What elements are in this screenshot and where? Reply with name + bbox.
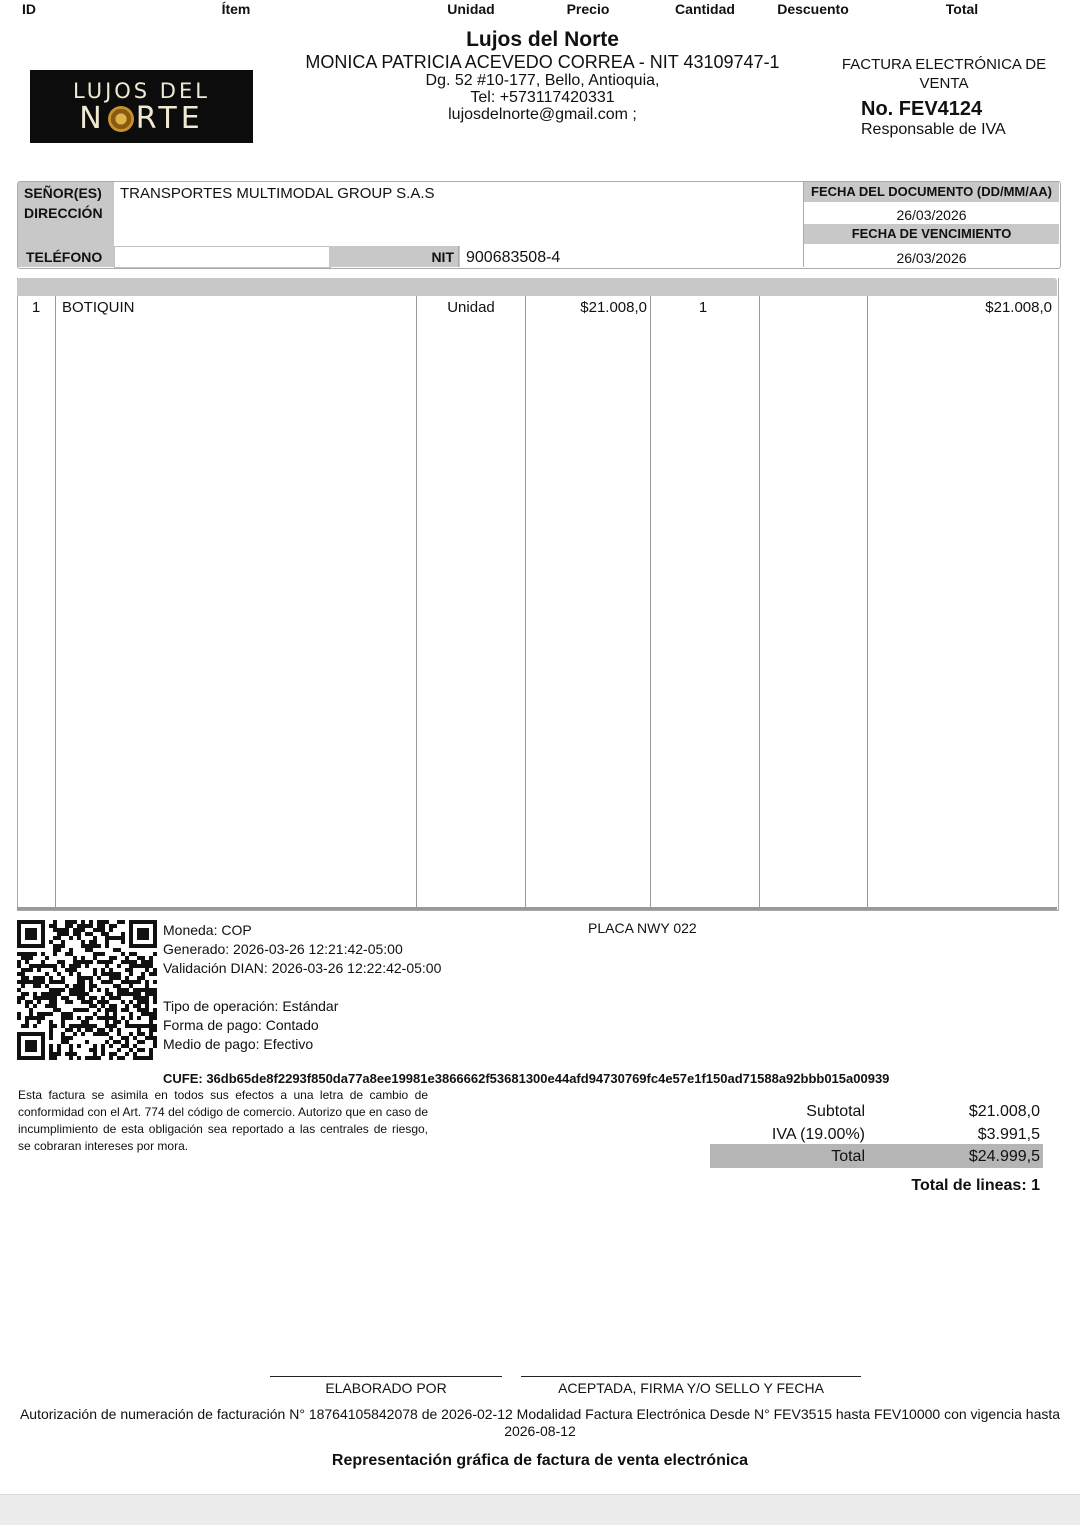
column-divider [55,296,56,908]
telefono-label: TELÉFONO [18,246,114,267]
fecha-vencimiento-value: 26/03/2026 [896,250,967,266]
col-header-cantidad: Cantidad [675,1,735,17]
column-divider [416,296,417,908]
subtotal-value: $21.008,0 [968,1103,1040,1120]
fecha-documento-value: 26/03/2026 [896,207,967,223]
company-address: Dg. 52 #10-177, Bello, Antioquia, [425,72,660,89]
vertical-side-text [1058,430,1080,1070]
cell-id: 1 [31,299,41,316]
iva-label: IVA (19.00%) [771,1126,865,1143]
legal-disclaimer: Esta factura se asimila en todos sus efectos a una letra de cambio de conformidad con el Art. 774 del código de comercio. Autorizo que en caso de incumplimiento de esta obligación sea reportado a las centrales de riesgo, se cobraran intereses por mora. [18,1088,428,1153]
telefono-value [114,246,331,268]
col-header-precio: Precio [566,1,610,17]
page-bottom-margin [0,1494,1080,1525]
items-table [17,278,1059,911]
cell-item: BOTIQUIN [62,299,135,316]
divider [458,246,459,267]
col-header-id: ID [22,1,36,17]
col-header-descuento: Descuento [777,1,849,17]
senores-value: TRANSPORTES MULTIMODAL GROUP S.A.S [120,185,435,202]
column-divider [759,296,760,908]
logo-letters-rte: RTE [135,100,204,136]
signature-line-aceptada [521,1376,861,1377]
info-validacion: Validación DIAN: 2026-03-26 12:22:42-05:00 [163,960,442,976]
document-responsibility: Responsable de IVA [861,121,1006,138]
col-header-unidad: Unidad [447,1,495,17]
company-owner: MONICA PATRICIA ACEVEDO CORREA - NIT 43109747-1 [305,52,780,72]
cell-cantidad: 1 [698,299,708,316]
cell-total: $21.008,0 [985,299,1052,316]
cell-unidad: Unidad [447,299,495,316]
logo-text-line1: LUJOS DEL [73,78,210,103]
fecha-vencimiento-label: FECHA DE VENCIMIENTO [804,224,1059,244]
nit-value: 900683508-4 [466,249,561,266]
column-divider [867,296,868,908]
client-info-box [17,181,1061,269]
info-medio-pago: Medio de pago: Efectivo [163,1036,314,1052]
cufe-code: CUFE: 36db65de8f2293f850da77a8ee19981e3866662f53681300e44afd94730769fc4e57e1f150ad71588a92bbb015a00939 [163,1071,890,1086]
compass-icon [108,106,134,132]
total-lines: Total de lineas: 1 [911,1177,1040,1194]
info-moneda: Moneda: COP [163,922,252,938]
col-header-total: Total [945,1,979,17]
total-value: $24.999,5 [968,1148,1040,1165]
logo-letter-n: N [79,100,106,136]
total-label: Total [831,1148,865,1165]
elaborado-label: ELABORADO POR [325,1380,447,1396]
column-divider [525,296,526,908]
info-forma-pago: Forma de pago: Contado [163,1017,319,1033]
logo-text-line2 [79,100,204,136]
authorization-note: Autorización de numeración de facturación N° 18764105842078 de 2026-02-12 Modalidad Factura Electrónica Desde N° FEV3515 hasta FEV10000 con vigencia hasta 2026-08-12 [19,1406,1061,1439]
info-generado: Generado: 2026-03-26 12:21:42-05:00 [163,941,403,957]
company-email: lujosdelnorte@gmail.com ; [448,106,637,123]
nit-label: NIT [329,246,460,267]
company-logo [30,70,253,143]
aceptada-label: ACEPTADA, FIRMA Y/O SELLO Y FECHA [558,1380,824,1396]
representation-title: Representación gráfica de factura de venta electrónica [331,1452,749,1469]
table-bottom-border [17,907,1057,910]
placa-note: PLACA NWY 022 [588,920,697,936]
senores-label: SEÑOR(ES) [18,182,114,204]
company-info [270,28,815,123]
info-tipo-operacion: Tipo de operación: Estándar [163,998,339,1014]
fecha-documento-label: FECHA DEL DOCUMENTO (DD/MM/AA) [804,182,1059,202]
qr-code-icon [17,920,157,1060]
column-divider [650,296,651,908]
subtotal-label: Subtotal [806,1103,865,1120]
document-number: No. FEV4124 [861,98,983,120]
col-header-item: Ítem [221,1,251,17]
signature-line-elaborado [270,1376,502,1377]
iva-value: $3.991,5 [977,1126,1040,1143]
items-table-header [17,278,1057,296]
company-name: Lujos del Norte [466,28,619,51]
company-phone: Tel: +573117420331 [470,89,615,106]
direccion-label: DIRECCIÓN [18,204,114,246]
document-type: FACTURA ELECTRÓNICA DE VENTA [841,56,1047,92]
cell-precio: $21.008,0 [580,299,647,316]
